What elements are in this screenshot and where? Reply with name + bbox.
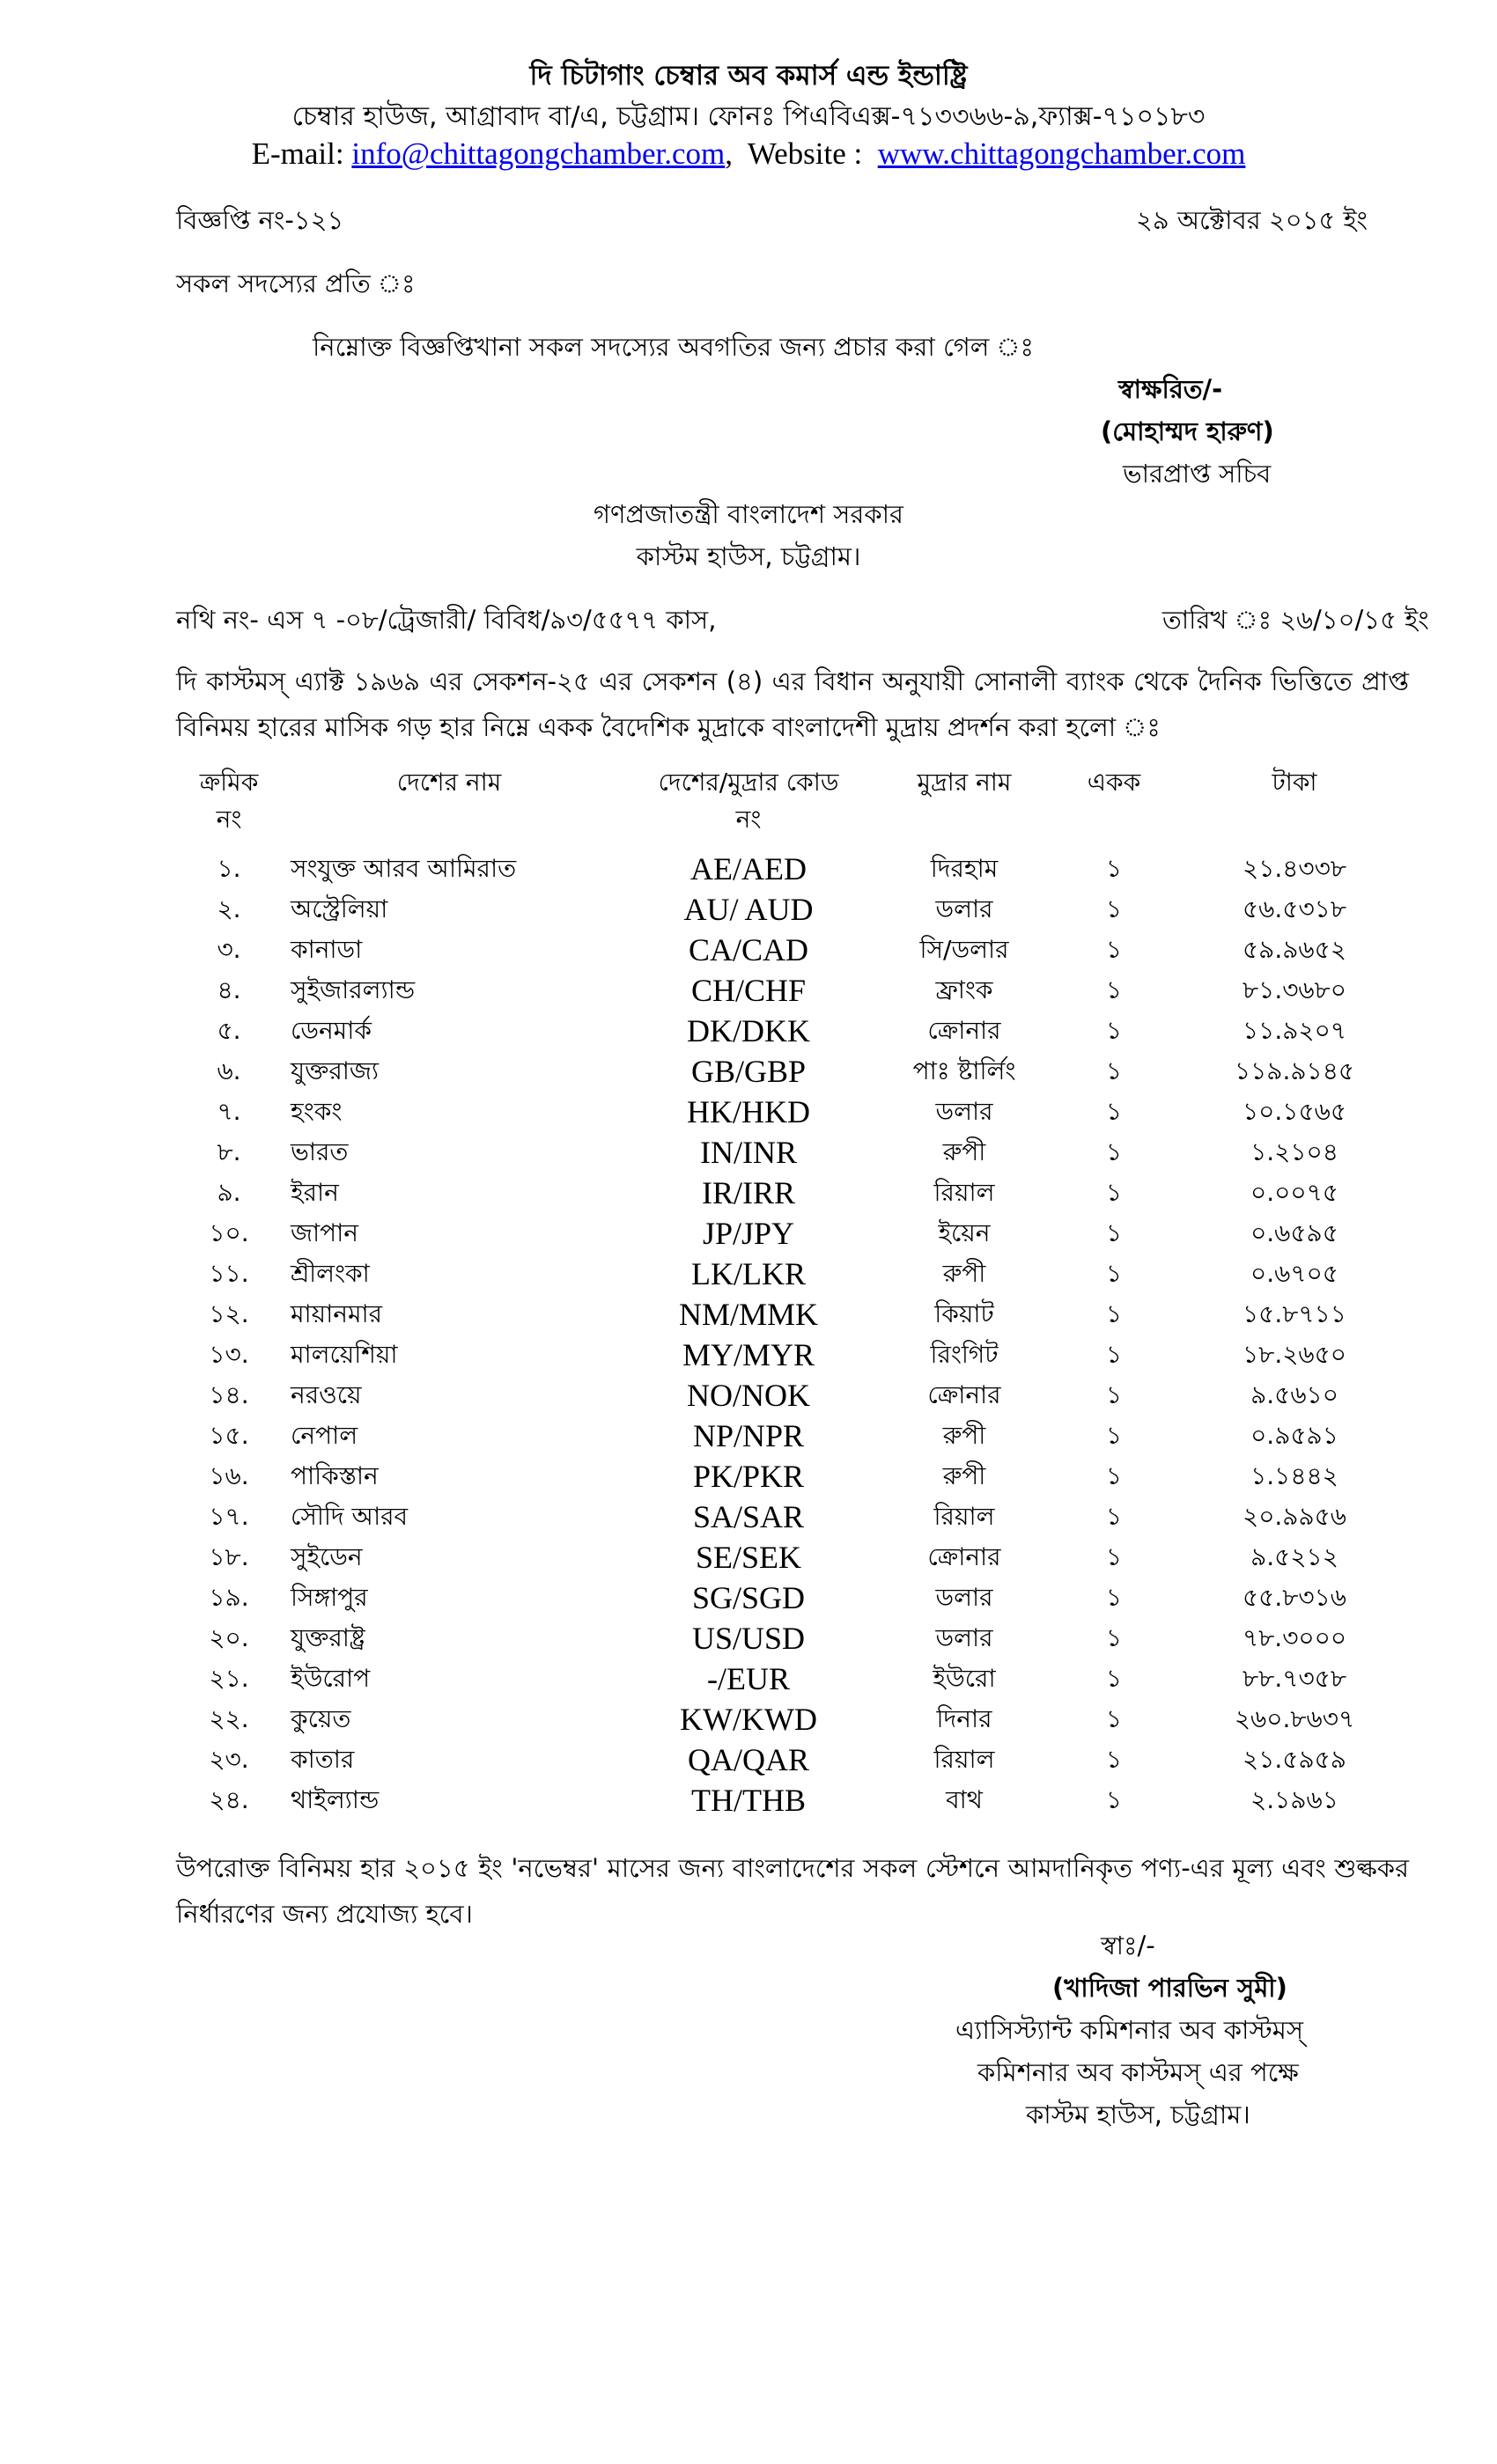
serial-cell: ১০. <box>209 1218 249 1247</box>
serial-cell: ২০. <box>209 1623 249 1652</box>
taka-cell: ৫৫.৮৩১৬ <box>1243 1583 1346 1612</box>
serial-cell: ২৩. <box>209 1745 249 1774</box>
table-row <box>176 1335 1409 1375</box>
code-cell: US/USD <box>691 1621 806 1656</box>
unit-cell: ১ <box>1105 894 1123 923</box>
country-cell: ইউরোপ <box>291 1664 371 1693</box>
serial-cell: ৮. <box>217 1137 241 1166</box>
unit-cell: ১ <box>1105 1542 1123 1571</box>
country-cell: ভারত <box>291 1137 349 1166</box>
serial-cell: ১১. <box>209 1259 249 1288</box>
sig-name: (খাদিজা পারভিন সুমী) <box>1052 1973 1287 2003</box>
taka-cell: ৫৯.৯৬৫২ <box>1243 935 1346 964</box>
code-cell: IR/IRR <box>701 1175 795 1210</box>
table-row <box>176 1456 1409 1497</box>
unit-cell: ১ <box>1105 1461 1123 1490</box>
country-cell: নেপাল <box>291 1421 358 1450</box>
signer-name: (মোহাম্মদ হারুণ) <box>1101 416 1274 446</box>
currency-cell: ক্রোনার <box>927 1016 1001 1045</box>
currency-cell: দিনার <box>936 1704 992 1733</box>
serial-cell: ১৪. <box>209 1380 249 1409</box>
code-cell: JP/JPY <box>702 1216 795 1251</box>
unit-cell: ১ <box>1105 1664 1123 1693</box>
country-cell: জাপান <box>291 1218 359 1247</box>
serial-cell: ১২. <box>209 1299 249 1328</box>
serial-cell: ২৪. <box>209 1785 249 1814</box>
serial-cell: ৫. <box>217 1016 241 1045</box>
table-row <box>176 1375 1409 1416</box>
govt-name: গণপ্রজাতন্ত্রী বাংলাদেশ সরকার <box>593 499 904 529</box>
unit-cell: ১ <box>1105 1785 1123 1814</box>
salutation: সকল সদস্যের প্রতি ঃ <box>176 268 416 298</box>
currency-cell: রিংগিট <box>930 1340 999 1369</box>
exchange-rate-table <box>176 764 1409 1820</box>
code-cell: DK/DKK <box>687 1013 810 1048</box>
unit-cell: ১ <box>1105 1340 1123 1369</box>
taka-cell: ৭৮.৩০০০ <box>1242 1623 1347 1652</box>
currency-cell: রিয়াল <box>933 1178 995 1207</box>
body-paragraph: দি কাস্টমস্ এ্যাক্ট ১৯৬৯ এর সেকশন-২৫ এর সেকশন (৪) এর বিধান অনুযায়ী সোনালী ব্যাংক থেকে দৈনিক ভিত্তিতে প্রাপ্ত বিনিময় হারের মাসিক গড় হার নিম্নে একক বৈদেশিক মুদ্রাকে বাংলাদেশী মুদ্রায় প্রদর্শন করা হলো ঃ <box>176 666 1409 742</box>
currency-cell: ডলার <box>935 1097 993 1126</box>
unit-cell: ১ <box>1105 1259 1123 1288</box>
code-cell: NP/NPR <box>692 1418 805 1453</box>
country-cell: সিঙ্গাপুর <box>291 1583 368 1612</box>
code-cell: HK/HKD <box>687 1094 810 1129</box>
currency-cell: ডলার <box>935 1583 993 1612</box>
org-name: দি চিটাগাং চেম্বার অব কমার্স এন্ড ইন্ডাষ্ট্রি <box>529 60 968 92</box>
sig-title: এ্যাসিস্ট্যান্ট কমিশনার অব কাস্টমস্ <box>955 2015 1304 2045</box>
taka-cell: ০.৯৫৯১ <box>1250 1421 1338 1450</box>
taka-cell: ১৮.২৬৫০ <box>1242 1340 1347 1369</box>
table-row <box>176 1497 1409 1537</box>
taka-cell: ৯.৫৬১০ <box>1250 1380 1338 1409</box>
serial-cell: ১৬. <box>209 1461 249 1490</box>
code-cell: AE/AED <box>690 851 807 886</box>
unit-cell: ১ <box>1105 854 1123 883</box>
country-cell: মালয়েশিয়া <box>291 1340 398 1369</box>
table-row <box>176 1659 1409 1699</box>
table-row <box>176 1578 1409 1618</box>
header-country: দেশের নাম <box>396 768 502 797</box>
sig-office: কাস্টম হাউস, চট্টগ্রাম। <box>1026 2100 1250 2129</box>
unit-cell: ১ <box>1105 1380 1123 1409</box>
unit-cell: ১ <box>1105 1745 1123 1774</box>
code-cell: CH/CHF <box>690 973 807 1008</box>
code-cell: QA/QAR <box>687 1742 809 1777</box>
unit-cell: ১ <box>1105 1704 1123 1733</box>
serial-cell: ৩. <box>217 935 241 964</box>
taka-cell: ৮১.৩৬৮০ <box>1242 975 1347 1004</box>
currency-cell: বাথ <box>946 1785 983 1814</box>
unit-cell: ১ <box>1105 1299 1123 1328</box>
unit-cell: ১ <box>1105 1056 1123 1085</box>
country-cell: কুয়েত <box>291 1704 351 1733</box>
unit-cell: ১ <box>1105 1583 1123 1612</box>
taka-cell: ২০.৯৯৫৬ <box>1242 1502 1347 1531</box>
header-code: দেশের/মুদ্রার কোড নং <box>658 768 839 834</box>
taka-cell: ৮৮.৭৩৫৮ <box>1243 1664 1346 1693</box>
unit-cell: ১ <box>1105 935 1123 964</box>
code-cell: CA/CAD <box>688 932 809 967</box>
taka-cell: ০.৬৫৯৫ <box>1250 1218 1338 1247</box>
taka-cell: ০.০০৭৫ <box>1250 1178 1338 1207</box>
customs-house: কাস্টম হাউস, চট্টগ্রাম। <box>636 541 861 571</box>
serial-cell: ১৫. <box>209 1421 249 1450</box>
country-cell: যুক্তরাষ্ট্র <box>291 1623 365 1652</box>
footer-paragraph: উপরোক্ত বিনিময় হার ২০১৫ ইং 'নভেম্বর' মাসের জন্য বাংলাদেশের সকল স্টেশনে আমদানিকৃত পণ্য-এর মূল্য এবং শুল্ককর নির্ধারণের জন্য প্রযোজ্য হবে। <box>176 1853 1409 1929</box>
table-row <box>176 1254 1409 1294</box>
table-row <box>176 889 1409 930</box>
unit-cell: ১ <box>1105 1137 1123 1166</box>
currency-cell: ক্রোনার <box>927 1380 1001 1409</box>
currency-cell: দিরহাম <box>930 854 999 883</box>
currency-cell: ফ্রাংক <box>935 975 993 1004</box>
table-row <box>176 1011 1409 1051</box>
country-cell: সংযুক্ত আরব আমিরাত <box>291 854 517 883</box>
serial-cell: ২১. <box>209 1664 249 1693</box>
notice-number: বিজ্ঞপ্তি নং-১২১ <box>176 205 344 235</box>
taka-cell: ১.১৪৪২ <box>1250 1461 1338 1490</box>
taka-cell: ১০.১৫৬৫ <box>1243 1097 1346 1126</box>
table-row <box>176 1699 1409 1740</box>
table-row <box>176 1416 1409 1456</box>
code-cell: KW/KWD <box>680 1702 817 1737</box>
serial-cell: ১৩. <box>209 1340 249 1369</box>
code-cell: LK/LKR <box>691 1256 806 1291</box>
table-row <box>176 1213 1409 1254</box>
currency-cell: রুপী <box>942 1421 986 1450</box>
currency-cell: পাঃ ষ্টার্লিং <box>912 1056 1016 1085</box>
table-row <box>176 1740 1409 1780</box>
code-cell: MY/MYR <box>682 1337 815 1372</box>
currency-cell: রুপী <box>942 1137 986 1166</box>
code-cell: NO/NOK <box>687 1378 810 1413</box>
sig-on-behalf: কমিশনার অব কাস্টমস্ এর পক্ষে <box>977 2057 1299 2087</box>
table-row <box>176 1537 1409 1578</box>
file-date: তারিখ ঃ ২৬/১০/১৫ ইং <box>1162 605 1429 635</box>
intro-text: নিম্নোক্ত বিজ্ঞপ্তিখানা সকল সদস্যের অবগতির জন্য প্রচার করা গেল ঃ <box>313 332 1034 362</box>
unit-cell: ১ <box>1105 1097 1123 1126</box>
code-cell: PK/PKR <box>692 1459 805 1494</box>
country-cell: যুক্তরাজ্য <box>291 1056 380 1085</box>
taka-cell: ১১৯.৯১৪৫ <box>1234 1056 1355 1085</box>
code-cell: TH/THB <box>691 1783 806 1818</box>
serial-cell: ১৮. <box>209 1542 249 1571</box>
header-unit: একক <box>1087 768 1141 797</box>
country-cell: ইরান <box>291 1178 339 1207</box>
code-cell: IN/INR <box>700 1135 797 1170</box>
taka-cell: ৫৬.৫৩১৮ <box>1243 894 1346 923</box>
code-cell: NM/MMK <box>678 1297 819 1332</box>
country-cell: পাকিস্তান <box>291 1461 379 1490</box>
serial-cell: ৪. <box>217 975 241 1004</box>
unit-cell: ১ <box>1105 1178 1123 1207</box>
serial-cell: ১৭. <box>209 1502 249 1531</box>
country-cell: মায়ানমার <box>291 1299 383 1328</box>
taka-cell: ৯.৫২১২ <box>1250 1542 1338 1571</box>
file-number: নথি নং- এস ৭ -০৮/ট্রেজারী/ বিবিধ/৯৩/৫৫৭৭ কাস, <box>176 605 717 635</box>
code-cell: AU/ AUD <box>683 892 814 927</box>
code-cell: SE/SEK <box>695 1540 802 1575</box>
unit-cell: ১ <box>1105 975 1123 1004</box>
table-body <box>176 849 1409 1820</box>
website-link[interactable]: www.chittagongchamber.com <box>877 136 1246 171</box>
code-cell: SG/SGD <box>691 1580 806 1615</box>
header-taka: টাকা <box>1272 768 1317 797</box>
serial-cell: ২২. <box>209 1704 249 1733</box>
table-row <box>176 1051 1409 1092</box>
country-cell: নরওয়ে <box>291 1380 362 1409</box>
country-cell: সুইজারল্যান্ড <box>291 975 416 1004</box>
currency-cell: রিয়াল <box>933 1502 995 1531</box>
currency-cell: ডলার <box>935 894 993 923</box>
table-header-row <box>176 764 1409 849</box>
serial-cell: ২. <box>217 894 241 923</box>
currency-cell: কিয়াট <box>934 1299 994 1328</box>
country-cell: সৌদি আরব <box>291 1502 409 1531</box>
country-cell: শ্রীলংকা <box>291 1259 370 1288</box>
currency-cell: রুপী <box>942 1461 986 1490</box>
serial-cell: ১৯. <box>209 1583 249 1612</box>
taka-cell: ২.১৯৬১ <box>1250 1785 1338 1814</box>
currency-cell: রুপী <box>942 1259 986 1288</box>
country-cell: কানাডা <box>291 935 363 964</box>
email-link[interactable]: info@chittagongchamber.com <box>351 136 726 171</box>
unit-cell: ১ <box>1105 1421 1123 1450</box>
code-cell: GB/GBP <box>690 1054 807 1089</box>
unit-cell: ১ <box>1105 1623 1123 1652</box>
table-row <box>176 1618 1409 1659</box>
currency-cell: ক্রোনার <box>927 1542 1001 1571</box>
currency-cell: ইউরো <box>933 1664 996 1693</box>
serial-cell: ৬. <box>217 1056 241 1085</box>
taka-cell: ২৬০.৮৬৩৭ <box>1234 1704 1355 1733</box>
org-address: চেম্বার হাউজ, আগ্রাবাদ বা/এ, চট্টগ্রাম। ফোনঃ পিএবিএক্স-৭১৩৩৬৬-৯,ফ্যাক্স-৭১০১৮৩ <box>291 101 1206 132</box>
taka-cell: ০.৬৭০৫ <box>1250 1259 1338 1288</box>
header-serial: ক্রমিক নং <box>199 768 259 834</box>
serial-cell: ৭. <box>217 1097 241 1126</box>
country-cell: ডেনমার্ক <box>291 1016 372 1045</box>
country-cell: থাইল্যান্ড <box>291 1785 380 1814</box>
taka-cell: ২১.৪৩৩৮ <box>1242 854 1347 883</box>
currency-cell: সি/ডলার <box>919 935 1009 964</box>
table-row <box>176 1294 1409 1335</box>
country-cell: কাতার <box>291 1745 355 1774</box>
country-cell: হংকং <box>291 1097 343 1126</box>
code-cell: SA/SAR <box>692 1499 805 1534</box>
taka-cell: ১.২১০৪ <box>1250 1137 1338 1166</box>
country-cell: অস্ট্রেলিয়া <box>291 894 388 923</box>
taka-cell: ১১.৯২০৭ <box>1242 1016 1347 1045</box>
unit-cell: ১ <box>1105 1016 1123 1045</box>
currency-cell: রিয়াল <box>933 1745 995 1774</box>
website-label: Website : <box>747 136 863 171</box>
unit-cell: ১ <box>1105 1502 1123 1531</box>
table-row <box>176 1780 1409 1820</box>
country-cell: সুইডেন <box>291 1542 363 1571</box>
code-cell: -/EUR <box>707 1661 790 1696</box>
notice-date: ২৯ অক্টোবর ২০১৫ ইং <box>1136 205 1368 235</box>
currency-cell: ডলার <box>935 1623 993 1652</box>
contact-line: E-mail: info@chittagongchamber.com, Website : www.chittagongchamber.com <box>251 136 1246 171</box>
table-row <box>176 1173 1409 1213</box>
email-label: E-mail: <box>251 136 344 171</box>
currency-cell: ইয়েন <box>938 1218 991 1247</box>
serial-cell: ১. <box>217 854 241 883</box>
table-row <box>176 849 1409 889</box>
table-row <box>176 930 1409 970</box>
header-currency: মুদ্রার নাম <box>917 768 1012 797</box>
unit-cell: ১ <box>1105 1218 1123 1247</box>
taka-cell: ১৫.৮৭১১ <box>1243 1299 1346 1328</box>
sig-signed-mark: স্বাঃ/- <box>1101 1931 1155 1960</box>
table-row <box>176 1092 1409 1132</box>
signer-title: ভারপ্রাপ্ত সচিব <box>1123 459 1272 489</box>
serial-cell: ৯. <box>217 1178 241 1207</box>
signed-mark: স্বাক্ষরিত/- <box>1118 374 1223 404</box>
table-row <box>176 970 1409 1011</box>
table-row <box>176 1132 1409 1173</box>
taka-cell: ২১.৫৯৫৯ <box>1243 1745 1346 1774</box>
